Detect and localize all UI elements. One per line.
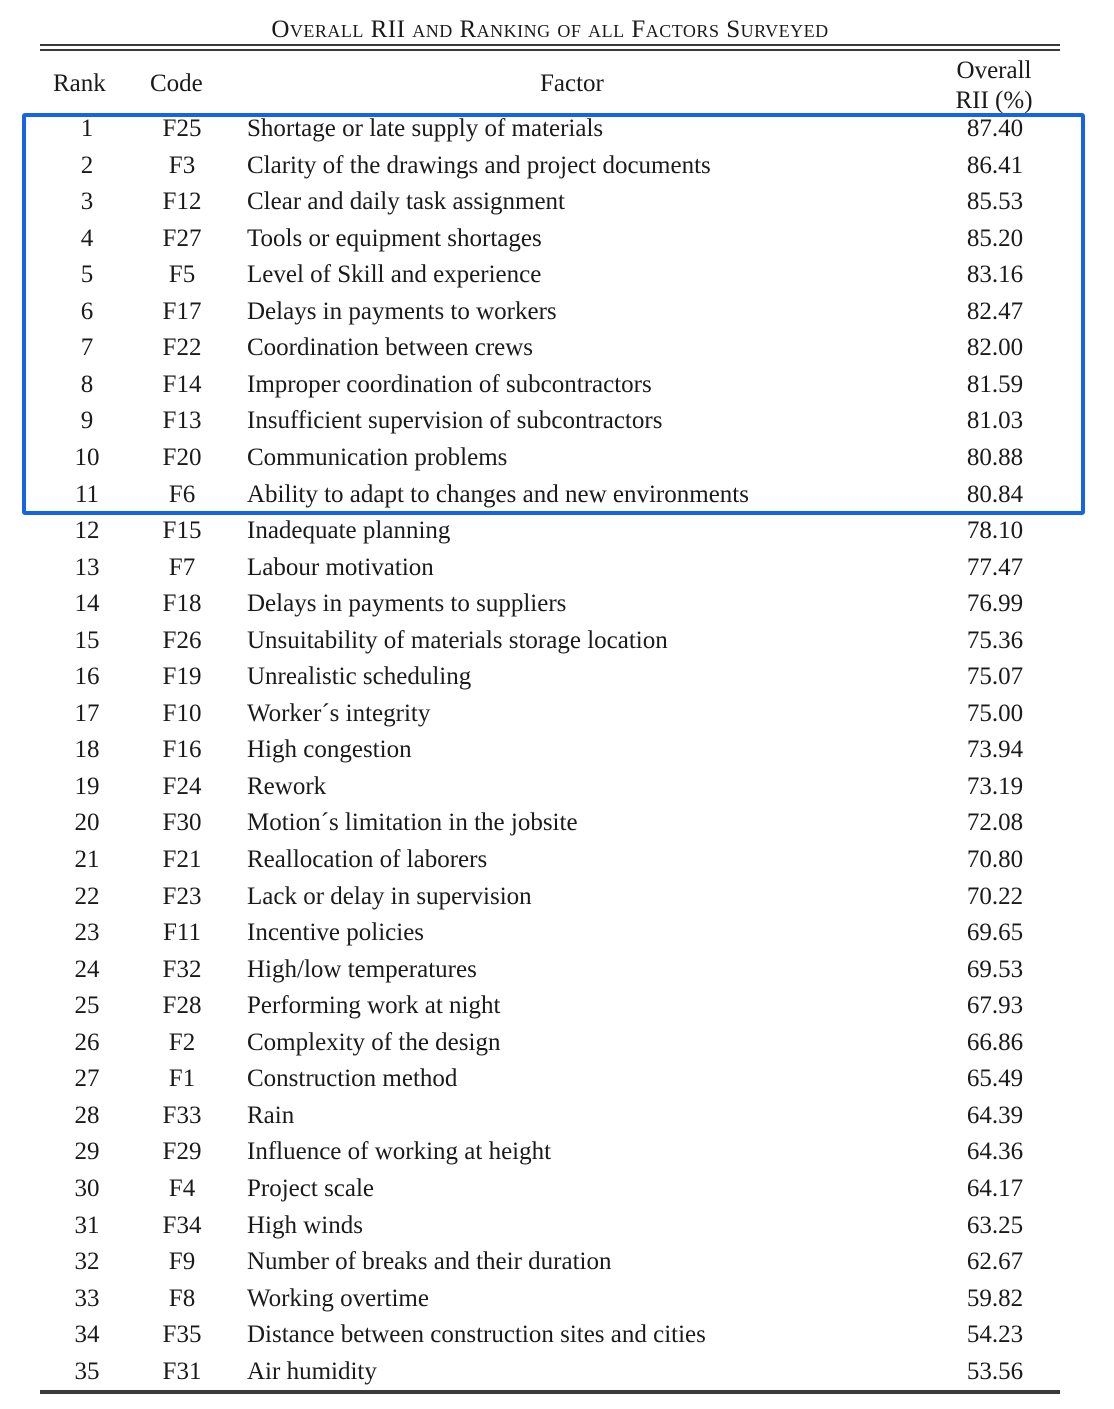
rii-cell: 85.20 [966,224,1024,252]
factor-cell: Incentive policies [247,919,425,947]
factor-cell: Communication problems [247,443,508,471]
rii-cell: 75.07 [966,663,1024,691]
rank-cell: 19 [74,772,100,800]
factor-cell: Performing work at night [247,992,501,1020]
rank-cell: 26 [74,1028,100,1056]
rank-cell: 27 [74,1065,100,1093]
factor-cell: Labour motivation [247,553,434,581]
table-row [0,1103,1114,1140]
rii-cell: 70.80 [966,846,1024,873]
rii-cell: 75.00 [966,699,1024,727]
factor-cell: Level of Skill and experience [247,261,542,289]
factor-cell: Delays in payments to workers [247,297,557,325]
factor-cell: Reallocation of laborers [247,846,488,873]
code-cell: F6 [168,480,196,508]
top-rule [40,44,1060,46]
table-row [0,993,1114,1030]
factor-cell: Influence of working at height [247,1138,552,1166]
top-ranks-highlight-box [22,113,1085,515]
factor-cell: Ability to adapt to changes and new environments [247,480,749,508]
table-title: Overall RII and Ranking of all Factors Surveyed [271,16,829,43]
code-cell: F1 [168,1065,196,1093]
table-row [0,555,1114,592]
table-row [0,737,1114,774]
code-cell: F27 [162,224,202,252]
rii-cell: 62.67 [966,1248,1024,1276]
factor-cell: Improper coordination of subcontractors [247,370,652,398]
table-row [0,591,1114,628]
rank-cell: 11 [74,480,100,508]
header-rank: Rank [53,70,106,97]
rank-cell: 5 [80,261,94,289]
factor-cell: Complexity of the design [247,1028,501,1056]
rii-cell: 64.17 [966,1174,1024,1202]
factor-cell: Insufficient supervision of subcontractors [247,407,663,435]
code-cell: F14 [162,370,202,398]
table-row [0,701,1114,738]
rank-cell: 14 [74,590,100,618]
rank-cell: 30 [74,1174,100,1202]
rank-cell: 23 [74,919,100,947]
factor-cell: High winds [247,1211,363,1239]
rii-cell: 69.53 [966,955,1024,983]
table-header [0,56,1114,112]
rii-cell: 80.88 [966,443,1024,471]
factor-cell: Delays in payments to suppliers [247,590,567,618]
bottom-rule [40,1390,1060,1394]
code-cell: F13 [162,407,202,435]
factor-cell: High/low temperatures [247,955,477,983]
table-row [0,774,1114,811]
rank-cell: 18 [74,736,100,764]
code-cell: F19 [162,663,202,691]
rii-cell: 82.47 [966,297,1024,325]
rank-cell: 16 [74,663,100,691]
rank-cell: 4 [80,224,94,252]
factor-cell: Clear and daily task assignment [247,188,565,216]
rank-cell: 25 [74,992,100,1020]
code-cell: F17 [162,297,202,325]
rii-cell: 53.56 [966,1357,1024,1385]
code-cell: F26 [162,626,202,654]
rank-cell: 24 [74,955,100,983]
rank-cell: 34 [74,1321,100,1349]
factor-cell: Shortage or late supply of materials [247,115,604,142]
rii-cell: 66.86 [966,1028,1024,1056]
rii-cell: 63.25 [966,1211,1024,1239]
factor-cell: Rain [247,1101,295,1129]
code-cell: F21 [162,846,202,873]
rii-cell: 64.39 [966,1101,1024,1129]
factor-cell: Number of breaks and their duration [247,1248,612,1276]
table-row [0,810,1114,847]
header-rii-line2: RII (%) [955,87,1033,114]
code-cell: F18 [162,590,202,618]
table-row [0,884,1114,921]
code-cell: F29 [162,1138,202,1166]
header-factor: Factor [540,70,604,97]
code-cell: F15 [162,517,202,545]
table-row [0,1213,1114,1250]
factor-cell: Tools or equipment shortages [247,224,542,252]
rank-cell: 21 [74,846,100,873]
rank-cell: 28 [74,1101,100,1129]
rank-cell: 8 [80,370,94,398]
factor-cell: High congestion [247,736,412,764]
code-cell: F31 [162,1357,202,1385]
factor-cell: Construction method [247,1065,458,1093]
rii-cell: 81.03 [966,407,1024,435]
rank-cell: 13 [74,553,100,581]
rank-cell: 6 [80,297,94,325]
rank-cell: 32 [74,1248,100,1276]
rank-cell: 1 [80,115,94,142]
rii-cell: 83.16 [966,261,1024,289]
rank-cell: 15 [74,626,100,654]
rii-cell: 67.93 [966,992,1024,1020]
rii-cell: 64.36 [966,1138,1024,1166]
rank-cell: 20 [74,809,100,837]
table-row [0,1066,1114,1103]
code-cell: F32 [162,955,202,983]
rank-cell: 7 [80,334,94,362]
rii-cell: 72.08 [966,809,1024,837]
code-cell: F16 [162,736,202,764]
factor-cell: Inadequate planning [247,517,451,545]
rank-cell: 12 [74,517,100,545]
table-row [0,1139,1114,1176]
code-cell: F33 [162,1101,202,1129]
rii-cell: 73.94 [966,736,1024,764]
rii-cell: 73.19 [966,772,1024,800]
factor-cell: Project scale [247,1174,375,1202]
header-overall-rii [944,56,1044,116]
code-cell: F28 [162,992,202,1020]
code-cell: F2 [168,1028,196,1056]
rank-cell: 31 [74,1211,100,1239]
rank-cell: 3 [80,188,94,216]
rii-cell: 81.59 [966,370,1024,398]
table-row [0,1030,1114,1067]
rii-cell: 78.10 [966,517,1024,545]
factor-cell: Motion´s limitation in the jobsite [247,809,578,837]
factor-cell: Coordination between crews [247,334,534,362]
code-cell: F4 [168,1174,196,1202]
rank-cell: 9 [80,407,94,435]
header-rii-line1: Overall [956,57,1032,84]
code-cell: F34 [162,1211,202,1239]
factor-cell: Unsuitability of materials storage location [247,626,668,654]
table-row [0,1322,1114,1359]
code-cell: F12 [162,188,202,216]
factor-cell: Unrealistic scheduling [247,663,472,691]
code-cell: F30 [162,809,202,837]
table-row [0,664,1114,701]
factor-cell: Rework [247,772,327,800]
rii-cell: 87.40 [966,115,1024,142]
rank-cell: 29 [74,1138,100,1166]
table-row [0,1176,1114,1213]
rank-cell: 10 [74,443,100,471]
code-cell: F22 [162,334,202,362]
code-cell: F7 [168,553,196,581]
code-cell: F25 [162,115,202,142]
table-row [0,1286,1114,1323]
factor-cell: Working overtime [247,1284,429,1312]
code-cell: F24 [162,772,202,800]
rii-cell: 77.47 [966,553,1024,581]
rii-cell: 85.53 [966,188,1024,216]
code-cell: F3 [168,151,196,179]
code-cell: F23 [162,882,202,910]
rii-cell: 65.49 [966,1065,1024,1093]
rii-cell: 76.99 [966,590,1024,618]
table-row [0,628,1114,665]
table-row [0,957,1114,994]
rii-cell: 54.23 [966,1321,1024,1349]
code-cell: F10 [162,699,202,727]
top-rule-double [40,49,1060,51]
rii-cell: 69.65 [966,919,1024,947]
code-cell: F20 [162,443,202,471]
rii-cell: 82.00 [966,334,1024,362]
rii-cell: 75.36 [966,626,1024,654]
factor-cell: Lack or delay in supervision [247,882,532,910]
rii-cell: 86.41 [966,151,1024,179]
rank-cell: 35 [74,1357,100,1385]
rank-cell: 22 [74,882,100,910]
rank-cell: 17 [74,699,100,727]
rii-cell: 59.82 [966,1284,1024,1312]
code-cell: F11 [163,919,201,947]
factor-cell: Clarity of the drawings and project documents [247,151,711,179]
rank-cell: 33 [74,1284,100,1312]
factor-cell: Worker´s integrity [247,699,431,727]
table-row [0,920,1114,957]
factor-cell: Distance between construction sites and cities [247,1321,706,1349]
code-cell: F5 [168,261,196,289]
table-row [0,1249,1114,1286]
rank-cell: 2 [80,151,94,179]
code-cell: F8 [168,1284,196,1312]
factor-cell: Air humidity [247,1357,377,1385]
header-code: Code [150,70,203,97]
rii-cell: 70.22 [966,882,1024,910]
code-cell: F9 [168,1248,196,1276]
code-cell: F35 [162,1321,202,1349]
table-row [0,847,1114,884]
table-row [0,518,1114,555]
rii-cell: 80.84 [966,480,1024,508]
